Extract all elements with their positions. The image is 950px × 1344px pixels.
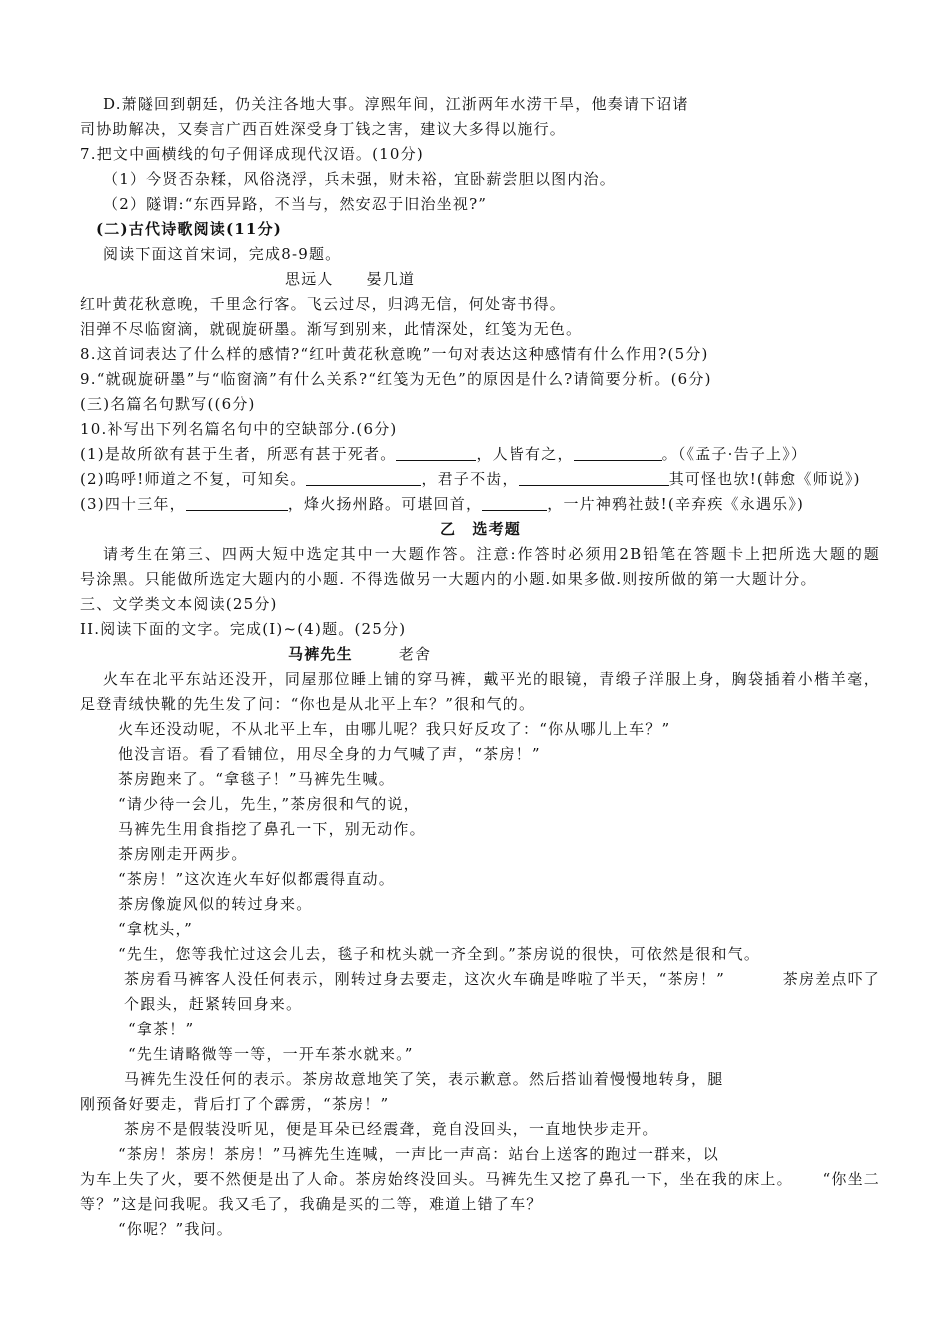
story-line: 他没言语。看了看铺位，用尽全身的力气喊了声，“茶房！”: [118, 745, 541, 763]
story-line: “拿枕头，”: [118, 920, 194, 938]
answer-blank: [396, 446, 476, 461]
story-line-text: 茶房看马裤客人没任何表示，刚转过身去要走，这次火车确是哗啦了半天，“茶房！”: [124, 970, 725, 988]
story-line: 茶房刚走开两步。: [118, 845, 248, 863]
option-d-line: D.萧隧回到朝廷，仍关注各地大事。淳熙年间，江浙两年水涝干旱，他奏请下诏诸: [103, 95, 689, 113]
recitation-text: ，人皆有之，: [476, 445, 574, 463]
story-line-tail: “你坐二: [822, 1170, 880, 1188]
poem-line: 泪弹不尽临窗滴，就砚旋研墨。渐写到别来，此情深处，红笺为无色。: [80, 320, 583, 338]
story-line: “先生，您等我忙过这会儿去，毯子和枕头就一齐全到。”茶房说的很快，可依然是很和气。: [118, 945, 761, 963]
recitation-item: [80, 467, 880, 492]
elective-heading-line: [80, 517, 880, 542]
poem-line: 红叶黄花秋意晚，千里念行客。飞云过尽，归鸿无信，何处寄书得。: [80, 295, 567, 313]
story-line: 茶房像旋风似的转过身来。: [118, 895, 313, 913]
elective-instruction: 号涂黑。只能做所选定大题内的小题. 不得选做另一大题内的小题.如果多做.则按所做的第一大题计分。: [80, 570, 817, 588]
question-7-item: （1）今贤否杂糅，风俗浇浮，兵未强，财未裕，宜卧薪尝胆以图内治。: [103, 170, 616, 188]
story-title: 马裤先生: [288, 645, 353, 663]
story-line: [80, 967, 880, 992]
recitation-item: [80, 492, 880, 517]
story-line: 刚预备好要走，背后打了个霹雳，“茶房！”: [80, 1095, 390, 1113]
story-line: 茶房跑来了。“拿毯子！”马裤先生喊。: [118, 770, 395, 788]
recitation-text: ，君子不齿，: [421, 470, 519, 488]
literary-section-heading: 三、文学类文本阅读(25分): [80, 595, 278, 613]
answer-blank: [482, 496, 547, 511]
story-title-line: [80, 642, 880, 667]
story-line: 马裤先生没任何的表示。茶房故意地笑了笑，表示歉意。然后搭讪着慢慢地转身，腿: [124, 1070, 724, 1088]
story-line: 个跟头，赶紧转回身来。: [124, 995, 303, 1013]
exam-page: [80, 92, 880, 1242]
story-line-tail: 茶房差点吓了: [782, 970, 880, 988]
question-10-prompt: 10.补写出下列名篇名句中的空缺部分.(6分): [80, 420, 398, 438]
story-line: 茶房不是假装没听见，便是耳朵已经震聋，竟自没回头，一直地快步走开。: [124, 1120, 659, 1138]
question-7-prompt: 7.把文中画横线的句子佣译成现代汉语。(10分): [80, 145, 424, 163]
recitation-source: 其可怪也欤!(韩愈《师说》): [668, 470, 861, 488]
story-line: “请少待一会儿，先生，”茶房很和气的说，: [118, 795, 420, 813]
story-line: “拿茶！”: [128, 1020, 195, 1038]
story-line: “先生请略微等一等，一开车茶水就来。”: [128, 1045, 414, 1063]
recitation-item: [80, 442, 880, 467]
poetry-instruction: 阅读下面这首宋词，完成8-9题。: [103, 245, 342, 263]
poem-title-line: [80, 267, 880, 292]
answer-blank: [519, 471, 669, 486]
answer-blank: [306, 471, 421, 486]
recitation-section-heading: (三)名篇名句默写((6分): [80, 395, 256, 413]
story-line: “你呢？”我问。: [118, 1220, 233, 1238]
story-line: “茶房！”这次连火车好似都震得直动。: [118, 870, 395, 888]
recitation-text: (2)呜呼!师道之不复，可知矣。: [80, 470, 307, 488]
answer-blank: [574, 446, 662, 461]
story-line: 足登青绒快靴的先生发了问：“你也是从北平上车？”很和气的。: [80, 695, 536, 713]
question-9: 9.“就砚旋研墨”与“临窗滴”有什么关系?“红笺为无色”的原因是什么?请简要分析。(6分): [80, 370, 712, 388]
poem-author: 晏几道: [366, 270, 416, 288]
answer-blank: [186, 496, 288, 511]
poem-title: 思远人: [285, 270, 334, 288]
story-line: 火车还没动呢，不从北平上车，由哪儿呢？我只好反攻了：“你从哪儿上车？”: [118, 720, 671, 738]
story-line: 火车在北平东站还没开，同屋那位睡上铺的穿马裤，戴平光的眼镜，青缎子洋服上身，胸袋插着小楷羊毫，: [103, 670, 880, 688]
story-line: 马裤先生用食指挖了鼻孔一下，别无动作。: [118, 820, 426, 838]
recitation-text: ，烽火扬州路。可堪回首，: [287, 495, 483, 513]
question-11-prompt: II.阅读下面的文字。完成(I)~(4)题。(25分): [80, 620, 407, 638]
elective-heading: 乙 选考题: [440, 520, 522, 538]
recitation-source: ，一片神鸦社鼓!(辛弃疾《永遇乐》): [547, 495, 805, 513]
question-8: 8.这首词表达了什么样的感情?“红叶黄花秋意晚”一句对表达这种感情有什么作用?(5分): [80, 345, 709, 363]
story-line: 等？”这是问我呢。我又毛了，我确是买的二等，难道上错了车？: [80, 1195, 543, 1213]
story-line: “茶房！茶房！茶房！”马裤先生连喊，一声比一声高：站台上送客的跑过一群来，以: [118, 1145, 719, 1163]
elective-instruction: 请考生在第三、四两大短中选定其中一大题作答。注意:作答时必须用2B铅笔在答题卡上把所选大题的题: [103, 545, 880, 563]
recitation-text: (1)是故所欲有甚于生者，所恶有甚于死者。: [80, 445, 397, 463]
story-line: [80, 1167, 880, 1192]
poetry-section-heading: (二)古代诗歌阅读(11分): [96, 220, 283, 238]
story-line-text: 为车上失了火，要不然便是出了人命。茶房始终没回头。马裤先生又挖了鼻孔一下，坐在我的床上。: [80, 1170, 793, 1188]
story-author: 老舍: [398, 645, 432, 663]
option-d-line: 司协助解决，又奏言广西百姓深受身丁钱之害，建议大多得以施行。: [80, 120, 567, 138]
recitation-source: 。（《孟子·告子上》）: [661, 445, 808, 463]
question-7-item: （2）隧谓:“东西异路，不当与，然安忍于旧治坐视?”: [103, 195, 488, 213]
recitation-text: (3)四十三年，: [80, 495, 186, 513]
